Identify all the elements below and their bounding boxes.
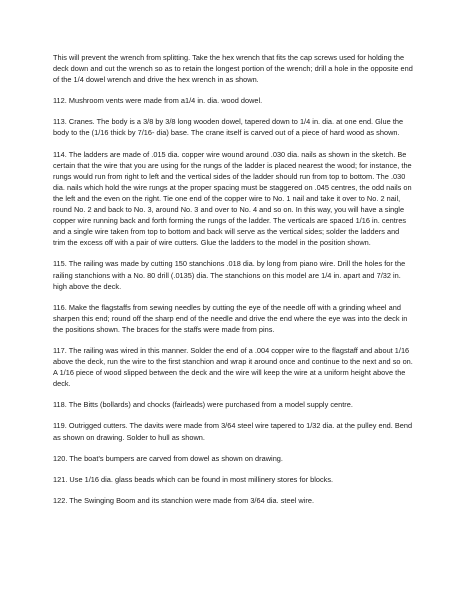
paragraph-120-bumpers: 120. The boat's bumpers are carved from dowel as shown on drawing.: [53, 453, 283, 463]
paragraph-113-cranes: 113. Cranes. The body is a 3/8 by 3/8 long wooden dowel, tapered down to 1/4 in. dia. at one end. Glue the body to the (1/16 thick by 7/16- dia) base. The crane itself is carved out of a piece of hard wood as shown.: [53, 117, 404, 138]
paragraph-117-railing-wiring: 117. The railing was wired in this manner. Solder the end of a .004 copper wire to the flagstaff and about 1/16 above the deck, run the wire to the first stanchion and wrap it around once and continue to the next and so on. A 1/16 piece of wood slipped between the deck and the wire will keep the wire at a uniform height above the deck.: [53, 345, 413, 389]
paragraph-112-mushroom-vents: 112. Mushroom vents were made from a1/4 in. dia. wood dowel.: [53, 96, 263, 106]
paragraph-114-ladders: 114. The ladders are made of .015 dia. copper wire wound around .030 dia. nails as shown in the sketch. Be certain that the wire that you are using for the rungs of the ladder is placed nearest the wood; for instance, the rungs would run from right to left and the vertical sides of the ladder should run from top to bottom. The .030 dia. nails which hold the wire rungs at the proper spacing must be staggered on .045 centres, the odd nails on the left and the even on the right. Tie one end of the copper wire to No. 1 nail and take it over to No. 2 nail, round No. 2 and back to No. 3, around No. 3 and over to No. 4 and so on. In this way, you will have a single copper wire running back and forth forming the rungs of the ladder. The verticals are spaced 1/16 in. centres and a single wire taken from top to bottom and back will serve as the vertical sides; solder the ladders and trim the excess off with a pair of wire cutters. Glue the ladders to the model in the position shown.: [53, 149, 412, 248]
paragraph-continuation: This will prevent the wrench from splitting. Take the hex wrench that fits the cap screws used for holding the deck down and cut the wrench so as to retain the longest portion of the wrench; drill a hole in the opposite end of the 1/4 dowel wrench and drive the hex wrench in as shown.: [53, 53, 413, 85]
paragraph-116-flagstaffs: 116. Make the flagstaffs from sewing needles by cutting the eye of the needle off with a grinding wheel and sharpen this end; round off the sharp end of the needle and drive the end where the eye was into the deck in the positions shown. The braces for the staffs were made from pins.: [53, 302, 408, 334]
paragraph-121-glass-beads: 121. Use 1/16 dia. glass beads which can be found in most millinery stores for blocks.: [53, 474, 334, 484]
document-page: [53, 52, 413, 516]
paragraph-118-bitts: 118. The Bitts (bollards) and chocks (fairleads) were purchased from a model supply centre.: [53, 400, 353, 410]
paragraph-122-swinging-boom: 122. The Swinging Boom and its stanchion were made from 3/64 dia. steel wire.: [53, 495, 315, 505]
paragraph-119-outrigged-cutters: 119. Outrigged cutters. The davits were made from 3/64 steel wire tapered to 1/32 dia. at the pulley end. Bend as shown on drawing. Solder to hull as shown.: [53, 421, 413, 442]
paragraph-115-railing: 115. The railing was made by cutting 150 stanchions .018 dia. by long from piano wire. Drill the holes for the railing stanchions with a No. 80 drill (.0135) dia. The stanchions on this model are 1/4 in. apart and 7/32 in. high above the deck.: [53, 259, 406, 291]
